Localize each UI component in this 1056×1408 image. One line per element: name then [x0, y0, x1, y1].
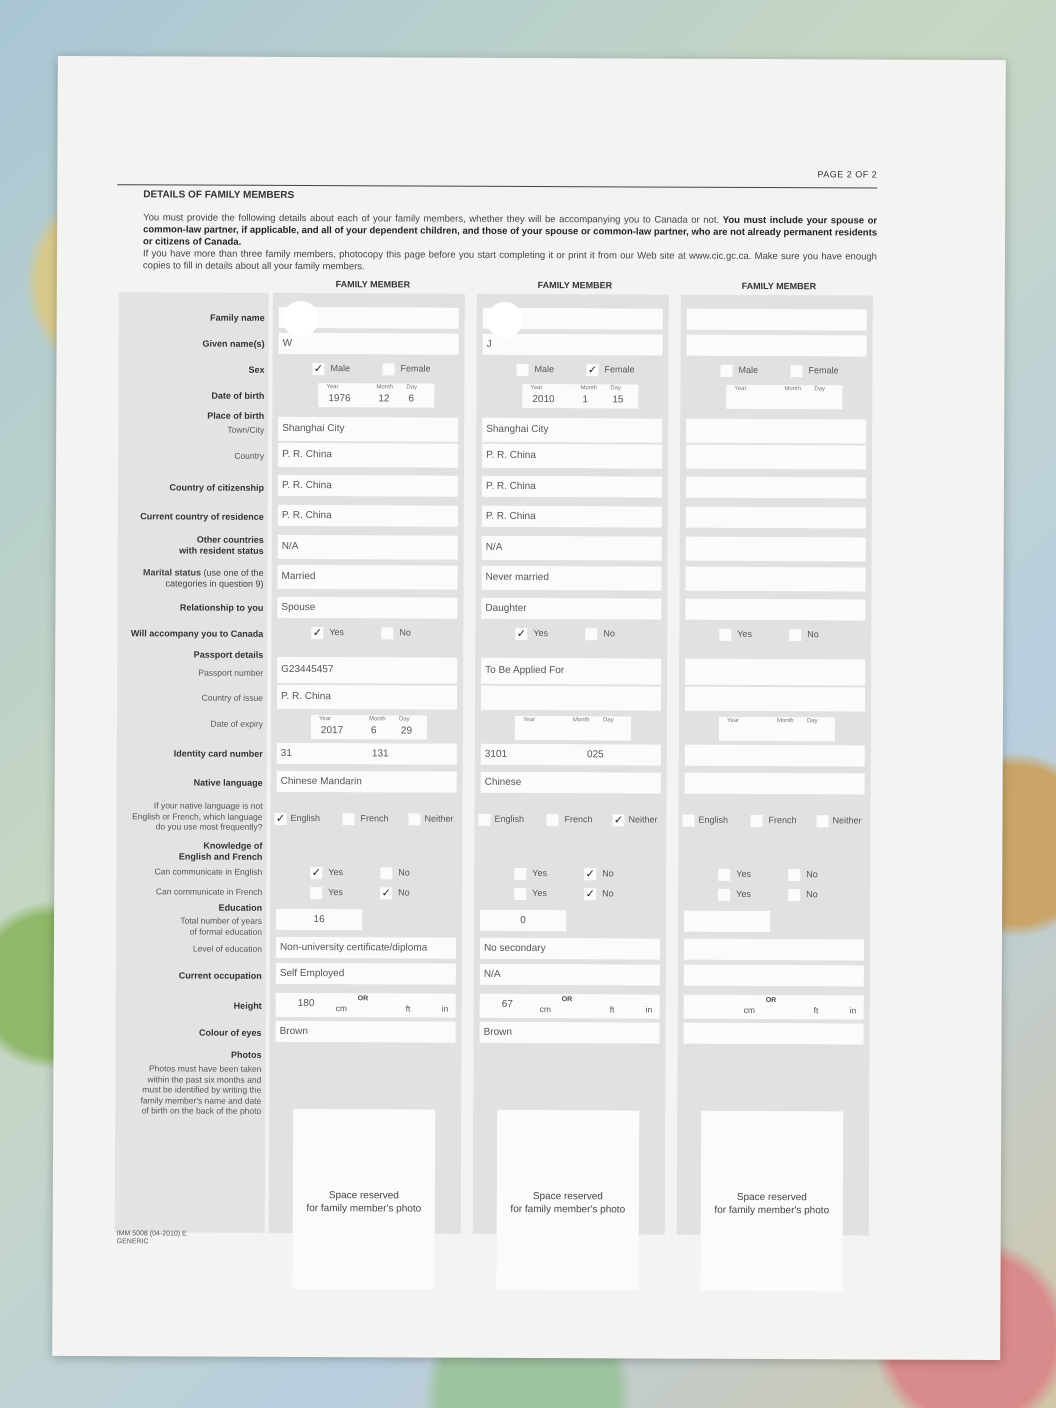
- identity-card-field[interactable]: [277, 743, 457, 765]
- native-language-field[interactable]: Chinese Mandarin: [277, 771, 457, 793]
- intro-sentence-3: If you have more than three family members, photocopy this page before you start completing it or print it from our Web site at www.cic.gc.ca. Make sure you have enough copies to fill in details about all your family members.: [142, 248, 877, 273]
- label-marital: [143, 567, 264, 589]
- dob-month-header: Month: [784, 386, 802, 393]
- label-date-of-expiry: Date of expiry: [210, 718, 263, 729]
- label-knowledge-2: English and French: [178, 850, 263, 862]
- identity-card-field[interactable]: [685, 745, 865, 767]
- dob-month-value: 12: [378, 393, 390, 405]
- photo-box: [496, 1110, 639, 1291]
- label-years-2: of formal education: [189, 926, 263, 937]
- accompany-no-label: No: [807, 629, 819, 640]
- unit-ft: ft: [813, 1005, 819, 1016]
- label-photos-note: [141, 1063, 262, 1116]
- photo-box: [700, 1111, 843, 1292]
- dob-month-header: Month: [376, 384, 394, 391]
- expiry-year-value: 2017: [320, 725, 344, 737]
- eye-colour-field[interactable]: Brown: [480, 1022, 660, 1044]
- unit-ft: ft: [405, 1003, 411, 1014]
- label-photos: Photos: [230, 1049, 262, 1060]
- freq-neither-checkbox[interactable]: ✓: [613, 814, 624, 827]
- photos-note-4: family member's name and date: [140, 1094, 262, 1106]
- sex-male-label: Male: [738, 364, 759, 375]
- label-identity-card: Identity card number: [173, 748, 263, 759]
- birth-country-field[interactable]: P. R. China: [482, 444, 662, 469]
- freq-english-checkbox[interactable]: ✓: [275, 812, 286, 825]
- residence-field[interactable]: P. R. China: [482, 506, 662, 528]
- expiry-date-field[interactable]: [515, 716, 631, 741]
- english-yes-checkbox[interactable]: ✓: [311, 867, 321, 880]
- label-years-1: Total number of years: [180, 915, 263, 926]
- intro-sentence-2: You must include your spouse or common-law partner, if applicable, and all of your dependent children, and those of your spouse or common-law partner, who are not already permanent residents or citizens of Canada.: [143, 214, 878, 248]
- citizenship-field[interactable]: [686, 477, 866, 499]
- photo-placeholder-line-1: Space reserved: [328, 1190, 399, 1202]
- dob-month-value: 1: [582, 394, 588, 406]
- accompany-no-checkbox[interactable]: [789, 629, 801, 641]
- french-yes-label: Yes: [532, 888, 547, 899]
- french-no-label: No: [602, 888, 614, 899]
- years-education-field[interactable]: 0: [480, 910, 566, 931]
- photos-note-1: Photos must have been taken: [148, 1063, 262, 1074]
- freq-french-label: French: [564, 814, 593, 825]
- label-sex: Sex: [248, 364, 265, 375]
- dob-day-header: Day: [610, 385, 622, 392]
- english-no-checkbox[interactable]: ✓: [585, 868, 595, 881]
- label-knowledge: [179, 840, 263, 861]
- label-other-countries-2: with resident status: [179, 544, 264, 556]
- unit-ft: ft: [609, 1004, 615, 1015]
- given-names-field[interactable]: [687, 335, 867, 357]
- french-yes-checkbox[interactable]: [310, 887, 322, 899]
- label-country: Country: [234, 450, 265, 461]
- unit-in: in: [645, 1004, 653, 1015]
- form-page: [52, 56, 1006, 1360]
- label-other-countries: [179, 534, 264, 555]
- page-number: PAGE 2 OF 2: [817, 169, 878, 180]
- identity-card-prefix: 31: [280, 747, 292, 759]
- label-dob: Date of birth: [211, 390, 265, 401]
- identity-card-suffix: 131: [371, 748, 389, 760]
- expiry-year-header: Year: [726, 717, 740, 724]
- label-passport-details: Passport details: [193, 649, 264, 660]
- residence-field[interactable]: [686, 507, 866, 529]
- label-marital-2: categories in question 9): [165, 577, 264, 589]
- expiry-month-header: Month: [776, 718, 794, 725]
- french-no-checkbox[interactable]: [788, 889, 800, 901]
- member-column-2: [473, 294, 669, 1235]
- member-column-3: [677, 295, 873, 1236]
- label-native-q-1: If your native language is not: [153, 800, 263, 811]
- birth-country-field[interactable]: P. R. China: [278, 443, 458, 468]
- dob-year-value: 1976: [328, 393, 351, 405]
- sex-female-checkbox[interactable]: [790, 365, 802, 377]
- eye-colour-field[interactable]: [684, 1023, 864, 1045]
- expiry-year-header: Year: [318, 716, 332, 723]
- expiry-month-header: Month: [368, 716, 386, 723]
- passport-number-field[interactable]: [685, 659, 865, 686]
- name-redaction: [283, 301, 319, 337]
- label-column: [115, 292, 269, 1233]
- occupation-field[interactable]: N/A: [480, 964, 660, 986]
- freq-french-label: French: [768, 815, 797, 826]
- occupation-field[interactable]: Self Employed: [276, 963, 456, 985]
- label-knowledge-1: Knowledge of: [203, 840, 263, 851]
- accompany-no-checkbox[interactable]: [381, 627, 393, 639]
- residence-field[interactable]: P. R. China: [278, 505, 458, 527]
- relationship-field[interactable]: [685, 599, 865, 621]
- label-family-name: Family name: [210, 312, 265, 323]
- unit-in: in: [441, 1003, 449, 1014]
- label-accompany: Will accompany you to Canada: [130, 628, 264, 639]
- english-no-label: No: [398, 867, 410, 878]
- level-education-field[interactable]: Non-university certificate/diploma: [276, 937, 456, 959]
- town-city-field[interactable]: Shanghai City: [278, 417, 458, 442]
- unit-or: OR: [561, 996, 573, 1004]
- birth-country-field[interactable]: [686, 445, 866, 470]
- french-yes-checkbox[interactable]: [514, 888, 526, 900]
- freq-neither-label: Neither: [628, 814, 658, 825]
- photo-box: [292, 1109, 435, 1290]
- label-comm-french: Can communicate in French: [155, 886, 263, 897]
- dob-day-value: 15: [612, 394, 624, 406]
- dob-field[interactable]: [726, 385, 842, 410]
- sex-female-checkbox[interactable]: [382, 363, 394, 375]
- label-marital-1: Marital status: [142, 567, 202, 578]
- label-given-names: Given name(s): [202, 338, 265, 349]
- freq-english-checkbox[interactable]: [682, 815, 694, 827]
- sex-male-label: Male: [330, 363, 351, 374]
- photos-note-2: within the past six months and: [147, 1073, 262, 1085]
- photo-placeholder-line-1: Space reserved: [532, 1191, 603, 1203]
- french-yes-label: Yes: [328, 887, 343, 898]
- column-header-1: FAMILY MEMBER: [335, 279, 411, 290]
- accompany-yes-label: Yes: [329, 627, 345, 638]
- unit-or: OR: [357, 995, 369, 1003]
- section-title: DETAILS OF FAMILY MEMBERS: [143, 189, 295, 201]
- label-citizenship: Country of citizenship: [169, 482, 264, 493]
- freq-french-checkbox[interactable]: [750, 815, 762, 827]
- french-yes-checkbox[interactable]: [718, 889, 730, 901]
- years-education-field[interactable]: [684, 911, 770, 932]
- country-of-issue-field[interactable]: P. R. China: [277, 685, 457, 710]
- accompany-no-label: No: [399, 627, 411, 638]
- passport-number-field[interactable]: To Be Applied For: [481, 658, 661, 685]
- other-countries-field[interactable]: [686, 537, 866, 562]
- english-no-checkbox[interactable]: [788, 869, 800, 881]
- name-redaction: [487, 302, 523, 338]
- label-level-edu: Level of education: [192, 943, 262, 954]
- family-name-field[interactable]: [687, 309, 867, 331]
- marital-status-field[interactable]: Married: [278, 565, 458, 590]
- english-no-checkbox[interactable]: [380, 867, 392, 879]
- country-of-issue-field[interactable]: [685, 687, 865, 712]
- english-yes-checkbox[interactable]: [718, 869, 730, 881]
- expiry-month-value: 6: [370, 725, 377, 737]
- label-years-edu: [180, 915, 262, 936]
- accompany-yes-checkbox[interactable]: ✓: [312, 627, 322, 640]
- photo-placeholder-text: [293, 1189, 435, 1216]
- english-yes-label: Yes: [736, 868, 751, 879]
- photo-placeholder-line-2: for family member's photo: [306, 1203, 422, 1215]
- accompany-no-checkbox[interactable]: [585, 628, 597, 640]
- dob-year-value: 2010: [532, 394, 555, 406]
- level-education-field[interactable]: No secondary: [480, 938, 660, 960]
- unit-cm: cm: [539, 1004, 552, 1015]
- expiry-year-header: Year: [522, 716, 536, 724]
- other-countries-field[interactable]: N/A: [278, 535, 458, 560]
- intro-sentence-1: You must provide the following details about each of your family members, whether they will be accompanying you to Canada or not.: [143, 212, 720, 226]
- passport-number-field[interactable]: G23445457: [277, 657, 457, 684]
- english-yes-label: Yes: [328, 867, 343, 878]
- dob-field[interactable]: [318, 383, 434, 408]
- expiry-day-value: 29: [400, 725, 413, 737]
- accompany-yes-checkbox[interactable]: [719, 629, 731, 641]
- photos-note-3: must be identified by writing the: [142, 1084, 262, 1095]
- dob-day-header: Day: [406, 384, 418, 391]
- level-education-field[interactable]: [684, 939, 864, 961]
- freq-english-label: English: [494, 813, 525, 824]
- expiry-date-field[interactable]: [311, 715, 427, 740]
- label-occupation: Current occupation: [178, 970, 262, 981]
- english-yes-label: Yes: [532, 868, 547, 879]
- title-rule: [117, 184, 877, 188]
- dob-day-header: Day: [814, 386, 826, 393]
- column-header-3: FAMILY MEMBER: [741, 280, 817, 292]
- sex-female-label: Female: [604, 364, 635, 375]
- freq-neither-label: Neither: [832, 815, 862, 826]
- native-language-field[interactable]: [685, 773, 865, 795]
- sex-male-label: Male: [534, 364, 555, 375]
- label-height: Height: [233, 1000, 262, 1011]
- sex-male-checkbox[interactable]: [516, 364, 528, 376]
- expiry-day-header: Day: [398, 716, 410, 723]
- citizenship-field[interactable]: P. R. China: [278, 475, 458, 497]
- form-code: IMM 5008 (04-2010) E: [116, 1230, 187, 1238]
- photo-placeholder-line-2: for family member's photo: [714, 1204, 830, 1217]
- label-native-language: Native language: [193, 777, 263, 788]
- label-residence: Current country of residence: [140, 511, 264, 522]
- english-no-label: No: [602, 868, 614, 879]
- freq-neither-checkbox[interactable]: [816, 815, 828, 827]
- member-column-1: [269, 293, 465, 1234]
- years-education-field[interactable]: 16: [276, 909, 362, 930]
- accompany-no-label: No: [603, 628, 615, 639]
- eye-colour-field[interactable]: Brown: [276, 1021, 456, 1043]
- french-no-checkbox[interactable]: ✓: [381, 887, 391, 900]
- freq-french-checkbox[interactable]: [342, 813, 354, 825]
- column-header-2: FAMILY MEMBER: [537, 280, 613, 291]
- freq-french-label: French: [360, 813, 389, 824]
- dob-field[interactable]: [522, 384, 638, 409]
- accompany-yes-label: Yes: [533, 628, 549, 639]
- english-yes-checkbox[interactable]: [514, 868, 526, 880]
- sex-male-checkbox[interactable]: ✓: [313, 363, 324, 376]
- freq-neither-label: Neither: [424, 813, 454, 824]
- identity-card-prefix: 3101: [484, 748, 508, 760]
- form-footer: [117, 1230, 187, 1246]
- relationship-field[interactable]: Spouse: [277, 597, 457, 619]
- accompany-yes-label: Yes: [737, 628, 753, 639]
- label-comm-english: Can communicate in English: [154, 866, 263, 877]
- french-yes-label: Yes: [736, 888, 751, 899]
- height-cm-value: 67: [501, 998, 513, 1010]
- identity-card-field[interactable]: [481, 744, 661, 766]
- freq-english-label: English: [290, 812, 321, 824]
- label-passport-number: Passport number: [198, 667, 264, 678]
- expiry-date-field[interactable]: [719, 717, 835, 742]
- freq-neither-checkbox[interactable]: [408, 813, 420, 825]
- freq-english-label: English: [698, 814, 729, 825]
- french-no-checkbox[interactable]: ✓: [585, 888, 595, 901]
- label-marital-1b: (use one of the: [203, 567, 264, 578]
- unit-cm: cm: [335, 1003, 348, 1014]
- dob-year-header: Year: [734, 385, 747, 392]
- french-no-label: No: [398, 887, 410, 898]
- unit-or: OR: [765, 997, 777, 1005]
- sex-female-label: Female: [808, 365, 839, 376]
- label-place-of-birth: Place of birth: [207, 410, 265, 421]
- dob-year-header: Year: [326, 384, 339, 391]
- photo-placeholder-text: [497, 1190, 639, 1217]
- native-language-field[interactable]: Chinese: [481, 772, 661, 794]
- dob-month-header: Month: [580, 385, 598, 392]
- photo-placeholder-text: [701, 1191, 843, 1218]
- occupation-field[interactable]: [684, 965, 864, 987]
- marital-status-field[interactable]: [686, 567, 866, 592]
- label-town-city: Town/City: [227, 424, 265, 435]
- french-no-label: No: [806, 889, 818, 900]
- sex-female-checkbox[interactable]: ✓: [587, 364, 598, 377]
- photos-note-5: of birth on the back of the photo: [141, 1105, 262, 1116]
- expiry-day-header: Day: [602, 717, 614, 724]
- citizenship-field[interactable]: P. R. China: [482, 476, 662, 498]
- label-country-of-issue: Country of issue: [201, 692, 264, 703]
- sex-male-checkbox[interactable]: [720, 365, 732, 377]
- unit-cm: cm: [743, 1004, 756, 1015]
- label-eyes: Colour of eyes: [199, 1027, 262, 1038]
- photo-placeholder-line-1: Space reserved: [736, 1191, 807, 1204]
- country-of-issue-field[interactable]: [481, 686, 661, 711]
- town-city-field[interactable]: [686, 419, 866, 444]
- label-native-q-3: do you use most frequently?: [155, 821, 263, 832]
- other-countries-field[interactable]: N/A: [482, 536, 662, 561]
- height-cm-value: 180: [297, 997, 315, 1010]
- expiry-day-header: Day: [806, 718, 818, 725]
- freq-english-checkbox[interactable]: [478, 814, 490, 826]
- marital-status-field[interactable]: Never married: [482, 566, 662, 591]
- english-no-label: No: [806, 869, 818, 880]
- label-relationship: Relationship to you: [179, 602, 264, 613]
- photo-placeholder-line-2: for family member's photo: [510, 1203, 626, 1216]
- relationship-field[interactable]: Daughter: [481, 598, 661, 620]
- town-city-field[interactable]: Shanghai City: [482, 418, 662, 443]
- freq-french-checkbox[interactable]: [546, 814, 558, 826]
- given-names-field[interactable]: W: [279, 333, 459, 355]
- intro-text: [143, 212, 877, 275]
- label-other-countries-1: Other countries: [196, 534, 264, 545]
- given-names-field[interactable]: J: [483, 334, 663, 356]
- dob-year-header: Year: [530, 385, 543, 392]
- label-education: Education: [218, 902, 263, 913]
- label-native-q-2: English or French, which language: [132, 810, 263, 822]
- accompany-yes-checkbox[interactable]: ✓: [516, 627, 526, 640]
- label-frequent-language: [132, 800, 263, 832]
- form-variant: GENERIC: [116, 1238, 149, 1246]
- dob-day-value: 6: [408, 393, 414, 405]
- unit-in: in: [849, 1005, 857, 1016]
- identity-card-suffix: 025: [587, 749, 604, 761]
- expiry-month-header: Month: [572, 717, 590, 724]
- sex-female-label: Female: [400, 363, 431, 374]
